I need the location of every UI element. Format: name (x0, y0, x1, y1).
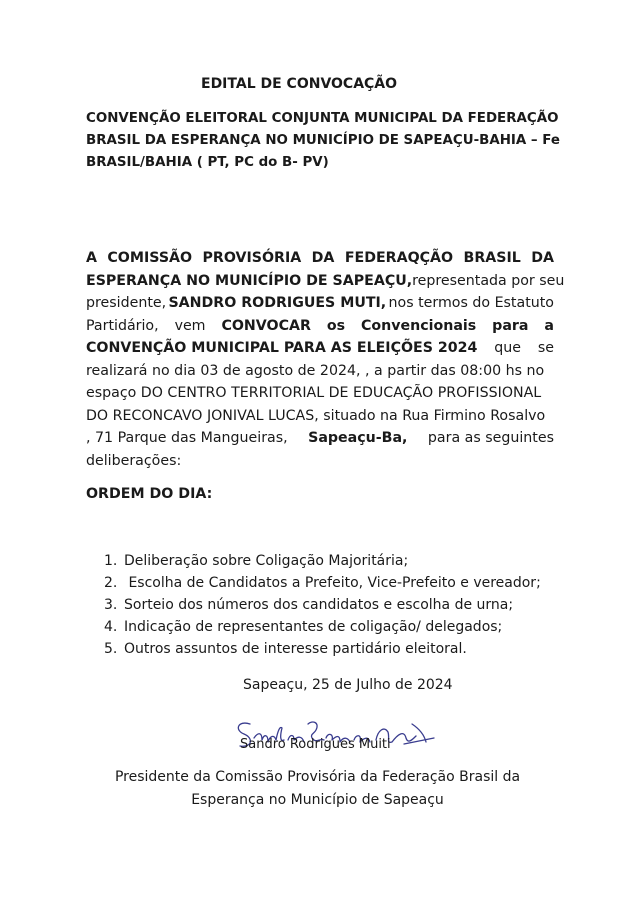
agenda-item-number: 1. (104, 553, 118, 569)
body-word: vem (174, 317, 206, 334)
date-line: Sapeaçu, 25 de Julho de 2024 (243, 677, 453, 693)
agenda-item (104, 616, 541, 638)
signer-title-line-1: Presidente da Comissão Provisória da Federação Brasil da (114, 769, 521, 785)
body-segment: que (494, 340, 521, 356)
body-word: CONVOCAR (221, 317, 311, 334)
body-segment: realizará no dia 03 de agosto de 2024, , a partir das 08:00 hs no (86, 362, 545, 379)
agenda-item-text: Deliberação sobre Coligação Majoritária; (124, 553, 409, 569)
convocation-body (86, 247, 565, 472)
body-line-8 (86, 405, 554, 428)
signer-title-line-2: Esperança no Município de Sapeaçu (191, 792, 444, 808)
body-line-9 (86, 427, 554, 450)
body-line-10 (86, 450, 554, 473)
agenda-item-text: Indicação de representantes de coligação/ delegados; (124, 619, 503, 635)
subtitle-line-2: BRASIL DA ESPERANÇA NO MUNICÍPIO DE SAPEAÇU-BAHIA – Fe (86, 133, 560, 148)
body-segment: DO RECONCAVO JONIVAL LUCAS, situado na Rua Firmino Rosalvo (86, 407, 546, 424)
body-word: BRASIL (463, 250, 521, 266)
agenda-heading: ORDEM DO DIA: (86, 486, 213, 502)
agenda-item-number: 2. (104, 575, 118, 591)
body-word: Convencionais (361, 317, 477, 334)
president-name: SANDRO RODRIGUES MUTI, (168, 295, 387, 311)
body-word: FEDERAQÇÃO (344, 250, 454, 266)
body-word: DA (531, 250, 554, 266)
agenda-item-number: 4. (104, 619, 118, 635)
body-word: para (492, 317, 529, 334)
body-segment: espaço DO CENTRO TERRITORIAL DE EDUCAÇÃO PROFISSIONAL (86, 385, 542, 401)
agenda-item-text: Escolha de Candidatos a Prefeito, Vice-Prefeito e vereador; (124, 575, 541, 591)
subtitle-line-1: CONVENÇÃO ELEITORAL CONJUNTA MUNICIPAL DA FEDERAÇÃO (86, 111, 559, 126)
body-word: DA (311, 250, 335, 266)
body-word: Partidário, (86, 317, 159, 334)
body-segment: ESPERANÇA NO MUNICÍPIO DE SAPEAÇU, (86, 272, 413, 289)
body-segment: presidente, (86, 295, 167, 311)
body-word: os (326, 317, 346, 334)
body-segment: CONVENÇÃO MUNICIPAL PARA AS ELEIÇÕES 2024 (86, 340, 478, 356)
document-title: EDITAL DE CONVOCAÇÃO (201, 76, 398, 92)
body-word: A (86, 250, 97, 266)
body-line-6 (86, 360, 554, 383)
body-segment: deliberações: (86, 452, 182, 469)
body-line-7 (86, 382, 554, 405)
body-segment: nos termos do Estatuto (388, 295, 554, 311)
agenda-item-number: 5. (104, 641, 118, 657)
body-line-4 (86, 315, 554, 338)
agenda-item (104, 550, 541, 572)
subtitle-line-3: BRASIL/BAHIA ( PT, PC do B- PV) (86, 155, 329, 170)
agenda-item-text: Outros assuntos de interesse partidário eleitoral. (124, 641, 467, 657)
agenda-item (104, 572, 541, 594)
agenda-item (104, 594, 541, 616)
body-segment: Sapeaçu-Ba, (308, 430, 408, 446)
body-line-2 (86, 270, 565, 293)
body-word: PROVISÓRIA (202, 250, 302, 266)
agenda-list (104, 550, 541, 660)
body-segment: representada por seu (412, 272, 565, 289)
document-subtitle (86, 108, 560, 174)
body-segment: para as seguintes (427, 430, 554, 446)
body-segment: , 71 Parque das Mangueiras, (86, 430, 288, 446)
body-line-5 (86, 337, 554, 360)
signer-name: Sandro Rodrigues Muiti (240, 737, 391, 752)
agenda-item-number: 3. (104, 597, 118, 613)
body-word: a (544, 317, 554, 334)
agenda-item (104, 638, 541, 660)
agenda-item-text: Sorteio dos números dos candidatos e escolha de urna; (124, 597, 514, 613)
signer-title (86, 766, 549, 812)
body-line-3 (86, 292, 554, 315)
signature-text: Sandro Rodrigues Muti (228, 716, 240, 717)
body-segment: se (537, 340, 554, 356)
body-word: COMISSÃO (107, 250, 193, 266)
body-line-1 (86, 247, 554, 270)
